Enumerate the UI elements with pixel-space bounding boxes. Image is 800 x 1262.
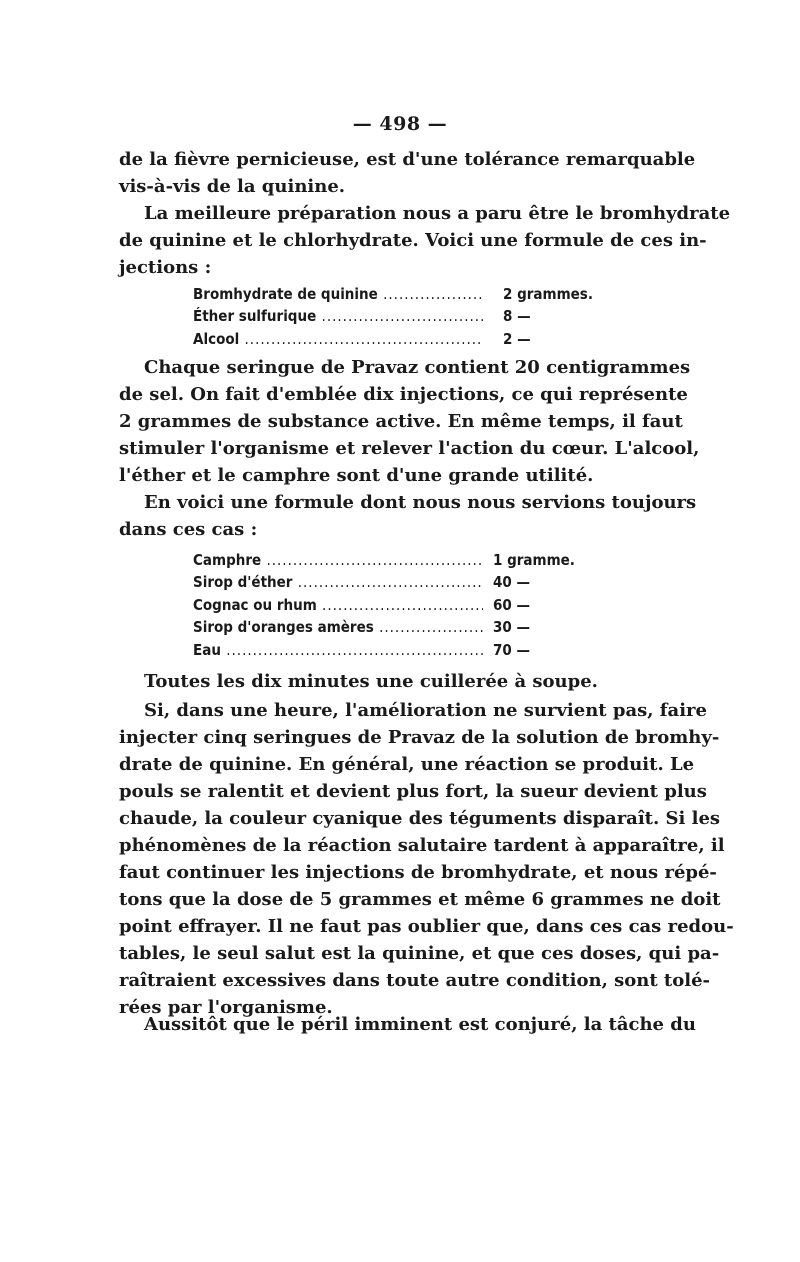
text-line: Chaque seringue de Pravaz contient 20 centigrammes xyxy=(144,357,691,378)
text-line: stimuler l'organisme et relever l'action du cœur. L'alcool, xyxy=(119,438,700,459)
text-line: point effrayer. Il ne faut pas oublier que, dans ces cas redou- xyxy=(119,916,734,937)
ingredient-name: Sirop d'éther ..... xyxy=(193,571,483,593)
text-line: rées par l'organisme. xyxy=(119,997,333,1018)
paragraph-7 xyxy=(119,1011,696,1038)
text-line: faut continuer les injections de bromhydrate, et nous répé- xyxy=(119,862,717,883)
formula-table-1 xyxy=(193,283,613,350)
text-line: raîtraient excessives dans toute autre condition, sont tolé- xyxy=(119,970,711,991)
ingredient-quantity: 60 — xyxy=(493,595,530,614)
formula-row xyxy=(193,594,613,616)
formula-row xyxy=(193,283,613,305)
ingredient-name: Cognac ou rhum ..... xyxy=(193,594,483,616)
text-line: chaude, la couleur cyanique des téguments disparaît. Si les xyxy=(119,808,721,829)
ingredient-name: Sirop d'oranges amères ..... xyxy=(193,616,483,638)
ingredient-name: Éther sulfurique ..... xyxy=(193,305,483,327)
ingredient-name: Bromhydrate de quinine ..... xyxy=(193,283,483,305)
ingredient-quantity: 70 — xyxy=(493,640,530,659)
text-line: l'éther et le camphre sont d'une grande utilité. xyxy=(119,465,594,486)
formula-table-2 xyxy=(193,549,613,661)
page-number: — 498 — xyxy=(352,113,448,135)
formula-row xyxy=(193,305,613,327)
paragraph-3 xyxy=(119,354,700,489)
text-line: de sel. On fait d'emblée dix injections, ce qui représente xyxy=(119,384,688,405)
ingredient-name: Alcool ..... xyxy=(193,328,483,350)
text-line: jections : xyxy=(119,257,212,278)
text-line: de quinine et le chlorhydrate. Voici une formule de ces in- xyxy=(119,230,707,251)
text-line: En voici une formule dont nous nous servions toujours xyxy=(144,492,697,513)
formula-row xyxy=(193,616,613,638)
text-line: Aussitôt que le péril imminent est conjuré, la tâche du xyxy=(144,1014,696,1035)
text-line: tons que la dose de 5 grammes et même 6 grammes ne doit xyxy=(119,889,721,910)
ingredient-quantity: 40 — xyxy=(493,573,530,592)
formula-row xyxy=(193,328,613,350)
text-line: pouls se ralentit et devient plus fort, la sueur devient plus xyxy=(119,781,707,802)
ingredient-name: Eau ..... xyxy=(193,639,483,661)
formula-row xyxy=(193,571,613,593)
paragraph-5 xyxy=(119,668,674,695)
ingredient-quantity: 8 — xyxy=(503,307,531,326)
text-line: phénomènes de la réaction salutaire tardent à apparaître, il xyxy=(119,835,725,856)
formula-row xyxy=(193,639,613,661)
text-line: drate de quinine. En général, une réaction se produit. Le xyxy=(119,754,695,775)
text-line: vis-à-vis de la quinine. xyxy=(119,176,346,197)
text-line: injecter cinq seringues de Pravaz de la solution de bromhy- xyxy=(119,727,720,748)
paragraph-1 xyxy=(119,146,696,200)
paragraph-6 xyxy=(119,697,734,1021)
paragraph-2 xyxy=(119,200,731,281)
ingredient-name: Camphre ..... xyxy=(193,549,483,571)
text-line: Toutes les dix minutes une cuillerée à soupe. xyxy=(144,671,598,692)
ingredient-quantity: 2 grammes. xyxy=(503,285,593,303)
paragraph-4 xyxy=(119,489,697,543)
text-line: La meilleure préparation nous a paru être le bromhydrate xyxy=(144,203,731,224)
ingredient-quantity: 30 — xyxy=(493,618,530,637)
text-line: Si, dans une heure, l'amélioration ne survient pas, faire xyxy=(144,700,707,721)
ingredient-quantity: 2 — xyxy=(503,329,531,348)
text-line: 2 grammes de substance active. En même temps, il faut xyxy=(119,411,683,432)
formula-row xyxy=(193,549,613,571)
text-line: tables, le seul salut est la quinine, et que ces doses, qui pa- xyxy=(119,943,720,964)
ingredient-quantity: 1 gramme. xyxy=(493,551,575,569)
text-line: dans ces cas : xyxy=(119,519,258,540)
text-line: de la fièvre pernicieuse, est d'une tolérance remarquable xyxy=(119,149,696,170)
